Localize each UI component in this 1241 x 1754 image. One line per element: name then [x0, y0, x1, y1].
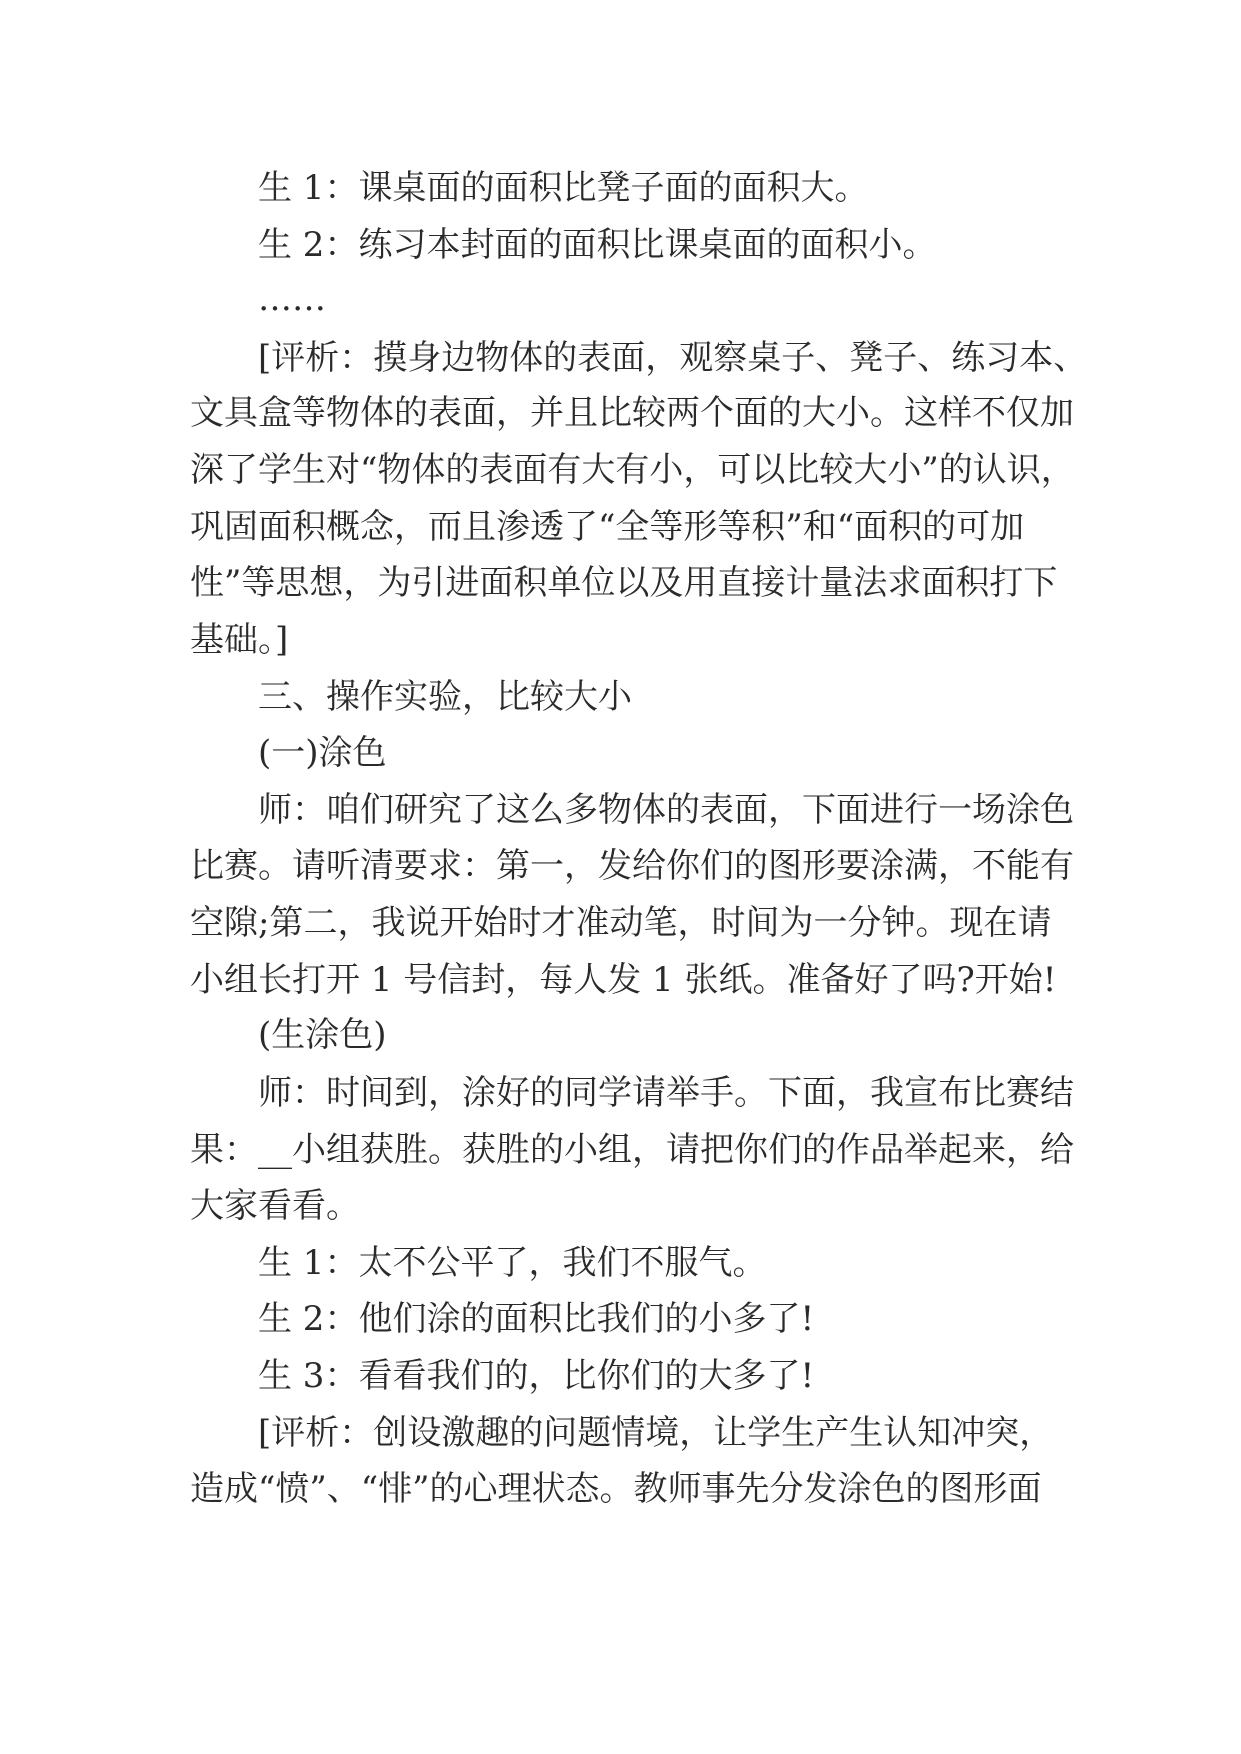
text-line: 空隙;第二，我说开始时才准动笔，时间为一分钟。现在请: [190, 903, 1052, 943]
text-line: 性”等思想，为引进面积单位以及用直接计量法求面积打下: [190, 563, 1058, 603]
text-line: 深了学生对“物体的表面有大有小，可以比较大小”的认识，: [190, 450, 1075, 490]
text-line: 大家看看。: [190, 1186, 360, 1226]
text-line: 小组长打开 1 号信封，每人发 1 张纸。准备好了吗?开始!: [190, 960, 1057, 1000]
subsection-heading: (一)涂色: [258, 733, 387, 773]
text-line: 文具盒等物体的表面，并且比较两个面的大小。这样不仅加: [190, 393, 1074, 433]
text-line: 比赛。请听清要求：第一，发给你们的图形要涂满，不能有: [190, 846, 1074, 886]
text-line: 生 1：太不公平了，我们不服气。: [258, 1243, 767, 1283]
text-line: 巩固面积概念，而且渗透了“全等形等积”和“面积的可加: [190, 507, 1025, 547]
text-line: [评析：摸身边物体的表面，观察桌子、凳子、练习本、: [258, 338, 1088, 378]
text-line: 生 1：课桌面的面积比凳子面的面积大。: [258, 168, 869, 208]
text-line: 师：咱们研究了这么多物体的表面，下面进行一场涂色: [258, 790, 1074, 830]
text-line: 生 2：他们涂的面积比我们的小多了!: [258, 1299, 815, 1339]
text-line: (生涂色): [258, 1015, 387, 1055]
text-line: 造成“愤”、“悱”的心理状态。教师事先分发涂色的图形面: [190, 1469, 1042, 1509]
section-heading: 三、操作实验，比较大小: [258, 677, 632, 717]
text-line: 生 2：练习本封面的面积比课桌面的面积小。: [258, 225, 937, 265]
text-line: [评析：创设激趣的问题情境，让学生产生认知冲突，: [258, 1413, 1054, 1453]
text-line: 生 3：看看我们的，比你们的大多了!: [258, 1356, 815, 1396]
text-line: 师：时间到，涂好的同学请举手。下面，我宣布比赛结: [258, 1073, 1074, 1113]
text-line: 基础。]: [190, 620, 289, 660]
text-line: ……: [258, 279, 326, 319]
text-line: 果：__小组获胜。获胜的小组，请把你们的作品举起来，给: [190, 1130, 1074, 1170]
